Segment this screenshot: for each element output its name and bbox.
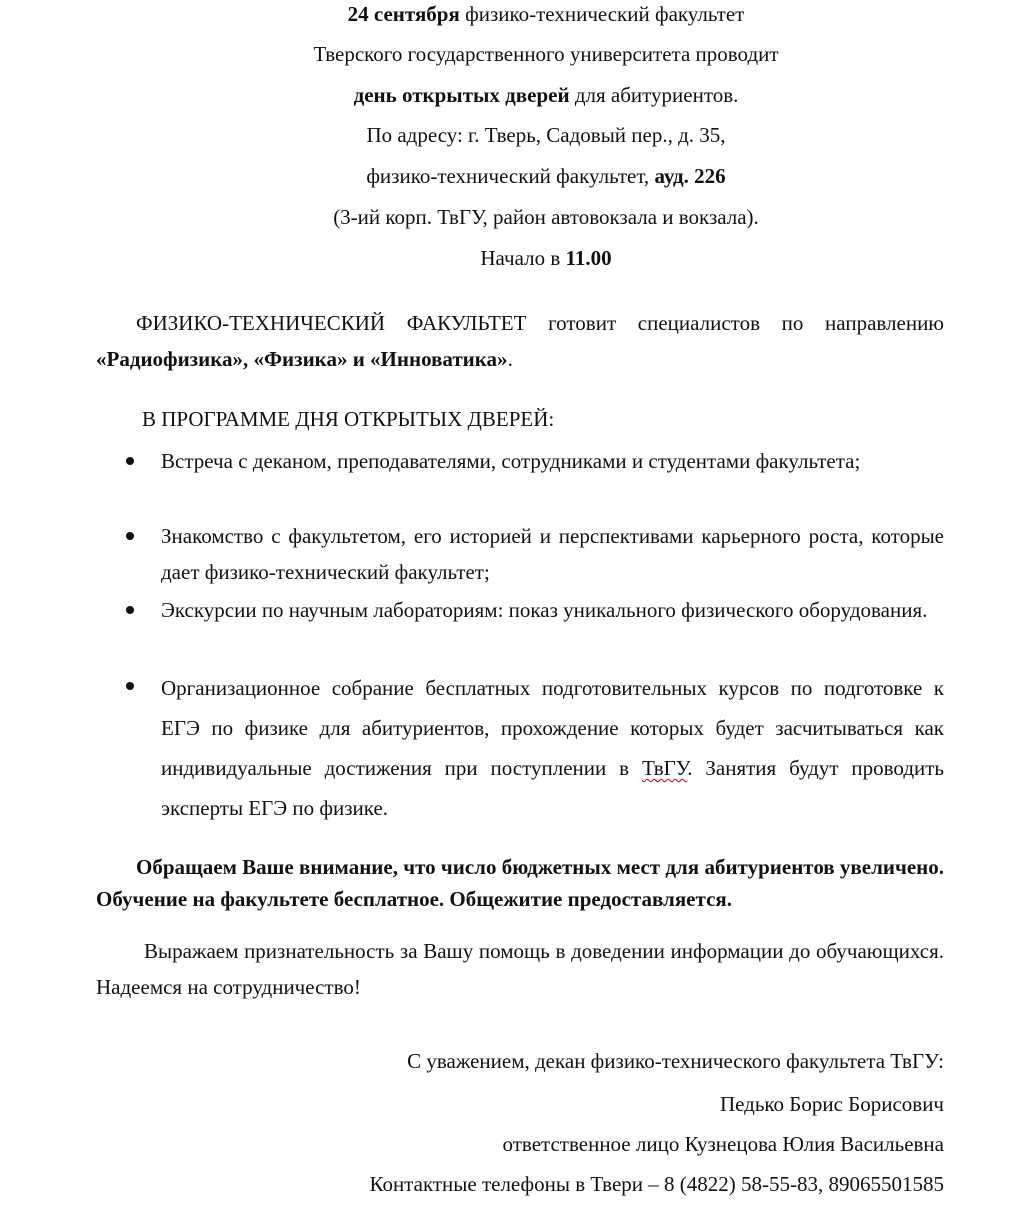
start-time-line (0, 246, 1024, 270)
contact-person: ответственное лицо Кузнецова Юлия Васильевна (502, 1132, 944, 1156)
open-day-title: день открытых дверей (353, 83, 570, 107)
list-item (161, 668, 944, 828)
location-note: (3-ий корп. ТвГУ, район автовокзала и вокзала). (333, 205, 759, 229)
header-line-3-text: для абитуриентов. (569, 83, 739, 107)
header-line-2: Тверского государственного университета проводит (313, 42, 779, 66)
header-line-3 (0, 83, 1024, 107)
budget-notice: Обращаем Ваше внимание, что число бюджетных мест для абитуриентов увеличено. Обучение на факультете бесплатное. Общежитие предоставляется. (96, 855, 944, 911)
contact-phones: Контактные телефоны в Твери – 8 (4822) 58-55-83, 89065501585 (369, 1172, 944, 1196)
room-line (0, 164, 1024, 188)
bullet-icon (126, 682, 134, 690)
list-item-text: Организационное собрание бесплатных подготовительных курсов по подготовке к ЕГЭ по физике для абитуриентов, прохождение которых будет засчитываться как индивидуальные достижения при поступлении в (161, 676, 944, 780)
intro-end: . (507, 347, 513, 371)
list-item-text-end: . Занятия будут проводить эксперты ЕГЭ по физике. (161, 756, 944, 820)
specializations: «Радиофизика», «Физика» и «Инноватика» (96, 347, 508, 371)
program-heading: В ПРОГРАММЕ ДНЯ ОТКРЫТЫХ ДВЕРЕЙ: (142, 407, 555, 431)
spellcheck-marked-word: ТвГУ (641, 756, 688, 780)
start-time-label: Начало в (480, 246, 566, 270)
thanks-paragraph: Выражаем признательность за Вашу помощь в доведении информации до обучающихся. Надеемся на сотрудничество! (96, 939, 944, 999)
header-line-1 (0, 2, 1024, 26)
intro-paragraph (96, 305, 944, 377)
dean-name: Педько Борис Борисович (719, 1092, 944, 1116)
room-number: ауд. 226 (654, 164, 726, 188)
event-date: 24 сентября (347, 2, 460, 26)
list-item: Встреча с деканом, преподавателями, сотрудниками и студентами факультета; (161, 449, 861, 473)
bullet-icon (126, 532, 134, 540)
intro-text: ФИЗИКО-ТЕХНИЧЕСКИЙ ФАКУЛЬТЕТ готовит специалистов по направлению (136, 311, 944, 335)
list-item: Знакомство с факультетом, его историей и перспективами карьерного роста, которые дает физико-технический факультет; (161, 524, 944, 584)
header-line-1-text: физико-технический факультет (459, 2, 745, 26)
address-line: По адресу: г. Тверь, Садовый пер., д. 35, (366, 123, 726, 147)
room-line-text: физико-технический факультет, (366, 164, 655, 188)
bullet-icon (126, 606, 134, 614)
start-time: 11.00 (565, 246, 612, 270)
bullet-icon (126, 457, 134, 465)
signature-greeting: С уважением, декан физико-технического факультета ТвГУ: (407, 1049, 944, 1073)
list-item: Экскурсии по научным лабораториям: показ уникального физического оборудования. (161, 598, 928, 622)
